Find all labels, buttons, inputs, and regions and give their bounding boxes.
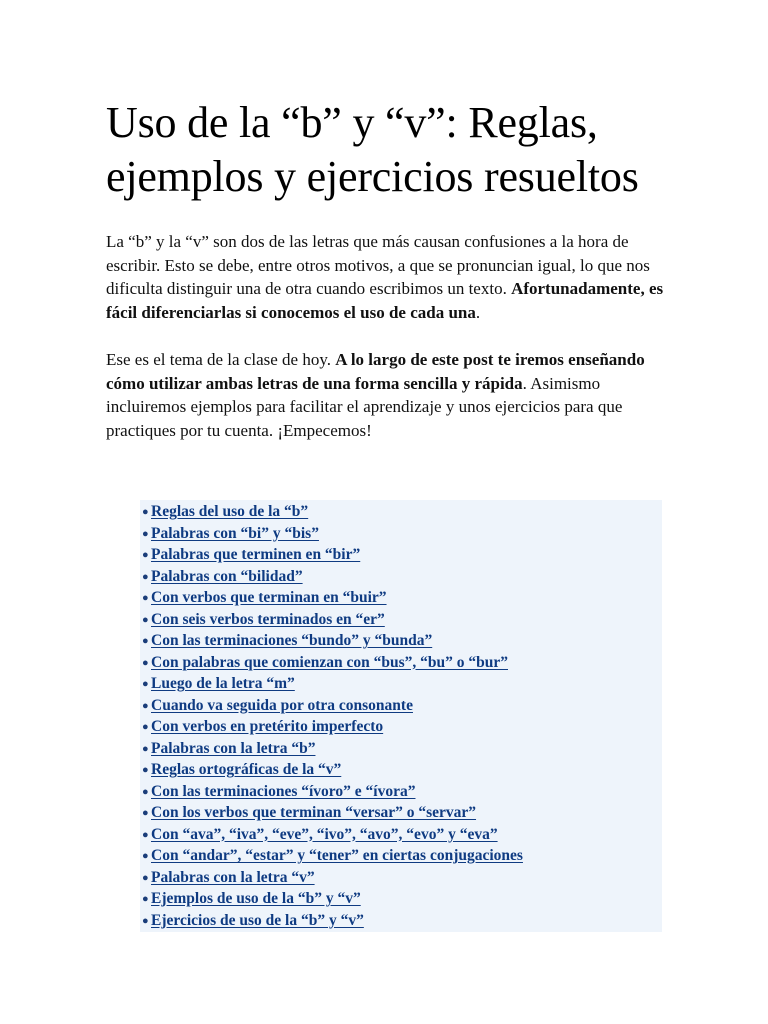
toc-link[interactable]: Ejercicios de uso de la “b” y “v” [151,911,364,929]
second-text-1: Ese es el tema de la clase de hoy. [106,350,336,369]
bullet-icon: ● [142,656,149,669]
bullet-icon: ● [142,828,149,841]
toc-item [140,910,662,932]
bullet-icon: ● [142,893,149,905]
toc-list [140,500,662,931]
toc-link[interactable]: Luego de la letra “m” [151,675,295,692]
toc-link[interactable]: Palabras con “bilidad” [151,567,303,585]
toc-link[interactable]: Con los verbos que terminan “versar” o “servar” [151,804,477,821]
document-page [106,96,666,442]
toc-item [140,716,662,738]
bullet-icon: ● [142,721,149,733]
toc-link[interactable]: Con las terminaciones “bundo” y “bunda” [151,632,433,649]
bullet-icon: ● [142,807,149,819]
toc-link[interactable]: Con verbos en pretérito imperfecto [151,718,384,735]
intro-text-2: . [475,302,481,322]
bullet-icon: ● [142,785,149,798]
toc-item [140,630,662,652]
bullet-icon: ● [142,914,149,927]
toc-item [140,802,662,824]
bullet-icon: ● [142,635,149,647]
intro-paragraph [106,230,666,324]
toc-link[interactable]: Palabras con “bi” y “bis” [151,524,319,542]
toc-item [140,501,662,523]
toc-item [140,673,662,695]
toc-link[interactable]: Palabras con la letra “v” [151,868,315,886]
toc-item [140,695,662,717]
bullet-icon: ● [142,742,149,755]
toc-item [140,652,662,674]
toc-link[interactable]: Con palabras que comienzan con “bus”, “bu” o “bur” [151,653,508,671]
toc-link[interactable]: Reglas del uso de la “b” [151,503,309,520]
bullet-icon: ● [142,850,149,862]
toc-link[interactable]: Con las terminaciones “ívoro” e “ívora” [151,782,416,800]
bullet-icon: ● [142,699,149,712]
bullet-icon: ● [142,678,149,690]
toc-link[interactable]: Con “ava”, “iva”, “eve”, “ivo”, “avo”, “evo” y “eva” [151,825,498,843]
toc-link[interactable]: Reglas ortográficas de la “v” [151,761,342,778]
toc-item [140,759,662,781]
page-title: Uso de la “b” y “v”: Reglas, ejemplos y ejercicios resueltos [106,98,639,201]
toc-item [140,587,662,609]
bullet-icon: ● [142,871,149,884]
toc-item [140,781,662,803]
second-paragraph [106,348,666,442]
toc-item [140,566,662,588]
table-of-contents [140,500,662,932]
toc-item [140,888,662,910]
toc-link[interactable]: Con seis verbos terminados en “er” [151,610,385,628]
toc-item [140,845,662,867]
bullet-icon: ● [142,613,149,626]
toc-item [140,544,662,566]
toc-link[interactable]: Cuando va seguida por otra consonante [151,696,413,714]
bullet-icon: ● [142,764,149,776]
bullet-icon: ● [142,527,149,540]
second-text-2: . Asimismo incluiremos ejemplos para facilitar el aprendizaje y unos ejercicios para que practiques por tu cuenta. ¡Empecemos! [106,373,623,440]
toc-item [140,824,662,846]
intro-text-1: La “b” y la “v” son dos de las letras que más causan confusiones a la hora de escribir. Esto se debe, entre otros motivos, a que se pronuncian igual, lo que nos dificulta distinguir una de otra cuando escribimos un texto. [106,232,650,298]
toc-link[interactable]: Ejemplos de uso de la “b” y “v” [151,890,361,907]
toc-item [140,867,662,889]
second-bold-text: A lo largo de este post te iremos enseñando cómo utilizar ambas letras de una forma sencilla y rápida [106,350,645,393]
bullet-icon: ● [142,592,149,604]
toc-link[interactable]: Con verbos que terminan en “buir” [151,589,387,606]
toc-item [140,738,662,760]
bullet-icon: ● [142,549,149,561]
bullet-icon: ● [142,506,149,518]
toc-link[interactable]: Palabras que terminen en “bir” [151,546,361,563]
toc-item [140,523,662,545]
toc-link[interactable]: Con “andar”, “estar” y “tener” en ciertas conjugaciones [151,847,523,864]
toc-item [140,609,662,631]
intro-bold-text: Afortunadamente, es fácil diferenciarlas si conocemos el uso de cada una [106,279,664,322]
bullet-icon: ● [142,570,149,583]
toc-link[interactable]: Palabras con la letra “b” [151,739,316,757]
